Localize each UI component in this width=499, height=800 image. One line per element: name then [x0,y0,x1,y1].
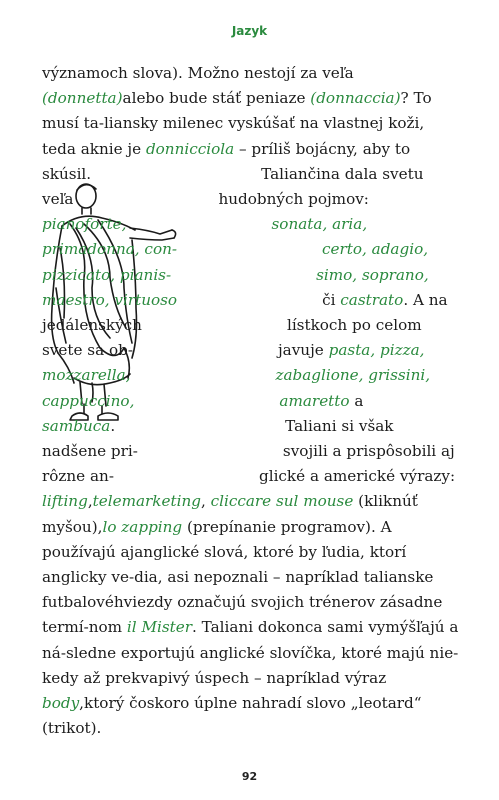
italian-term: sonata, aria, primadonna, con- [42,215,368,259]
text-run: nie je [98,139,146,158]
text-run: – príliš bojácny, aby to skúsil. [42,139,411,183]
text-run: (kliknúť myšou), [42,492,418,536]
text-run: svojili a prispôsobili aj rôzne an- [42,442,455,486]
text-run: alebo bude stáť peniaze [122,89,311,108]
running-header: Jazyk [231,24,268,38]
italian-term: pianoforte, [42,215,127,234]
italian-term: il Mister [126,618,193,637]
italian-term: zabaglione, grissini, cappuccino, [42,366,431,410]
text-run: . A na jedálenských [42,290,448,335]
text-run: a [349,391,364,410]
text-run: anglické slová, ktoré by ľudia, ktorí anglicky ve- [42,542,407,587]
italian-term: (donnaccia) [310,89,401,108]
italian-term: simo, soprano, maestro, virtuoso [42,265,429,309]
text-run: ? To musí ta- [42,89,432,133]
text-run: kedy až prekvapivý úspech – napríklad výraz [42,668,387,687]
text-run: lístkoch po celom svete sa ob- [42,316,422,360]
text-run: dia, asi nepoznali – napríklad talianske futbalové [42,568,434,612]
text-run: (prepínanie programov). A používajú aj [42,517,392,561]
italian-term: donnicciola [145,139,235,158]
body-text [42,61,462,741]
text-line [42,694,422,737]
text-run: Taliančina dala svetu veľa [42,164,424,209]
text-run: , [87,492,93,511]
italian-term: body [42,694,80,713]
italian-term: sambuca [42,416,111,435]
text-run: Taliani si však nadšene pri- [42,416,394,461]
italian-term: castrato [340,290,404,309]
text-run: . Taliani dokonca sami vymýšľajú a ná- [42,618,459,662]
text-run: hudobných pojmov: [218,190,369,209]
italian-term: lifting [42,492,88,511]
text-run: liansky milenec vyskúšať na vlastnej koži, teda ak [42,114,425,158]
italian-term: amaretto [279,391,350,410]
italian-term: pasta, pizza, mozzarella, [42,341,425,385]
text-run: či [322,290,341,309]
text-run: ktorý čoskoro úplne nahradí slovo „leotard“ (trikot). [42,694,422,738]
italian-term: certo, adagio, pizzicato, pianis- [42,240,429,284]
text-run: nom [88,618,127,637]
text-run: významoch slova). Možno nestojí za veľa [42,64,354,82]
italian-term: cliccare sul mouse [210,492,354,511]
page-number: 92 [241,770,258,783]
text-line [66,644,458,662]
italian-term: lo zapping [102,517,183,536]
text-run: , [200,492,211,511]
text-run: hviezdy označujú svojich trénerov zásadne termí- [42,593,443,637]
text-run: sledne exportujú anglické slovíčka, ktoré majú nie- [65,643,459,662]
text-run: glické a americké výrazy: [258,467,456,486]
text-run: . [110,416,116,435]
italian-term: telemarketing [92,492,201,511]
text-run: , [79,694,84,713]
italian-term: (donnetta) [42,89,123,108]
text-run: javuje [277,341,329,360]
